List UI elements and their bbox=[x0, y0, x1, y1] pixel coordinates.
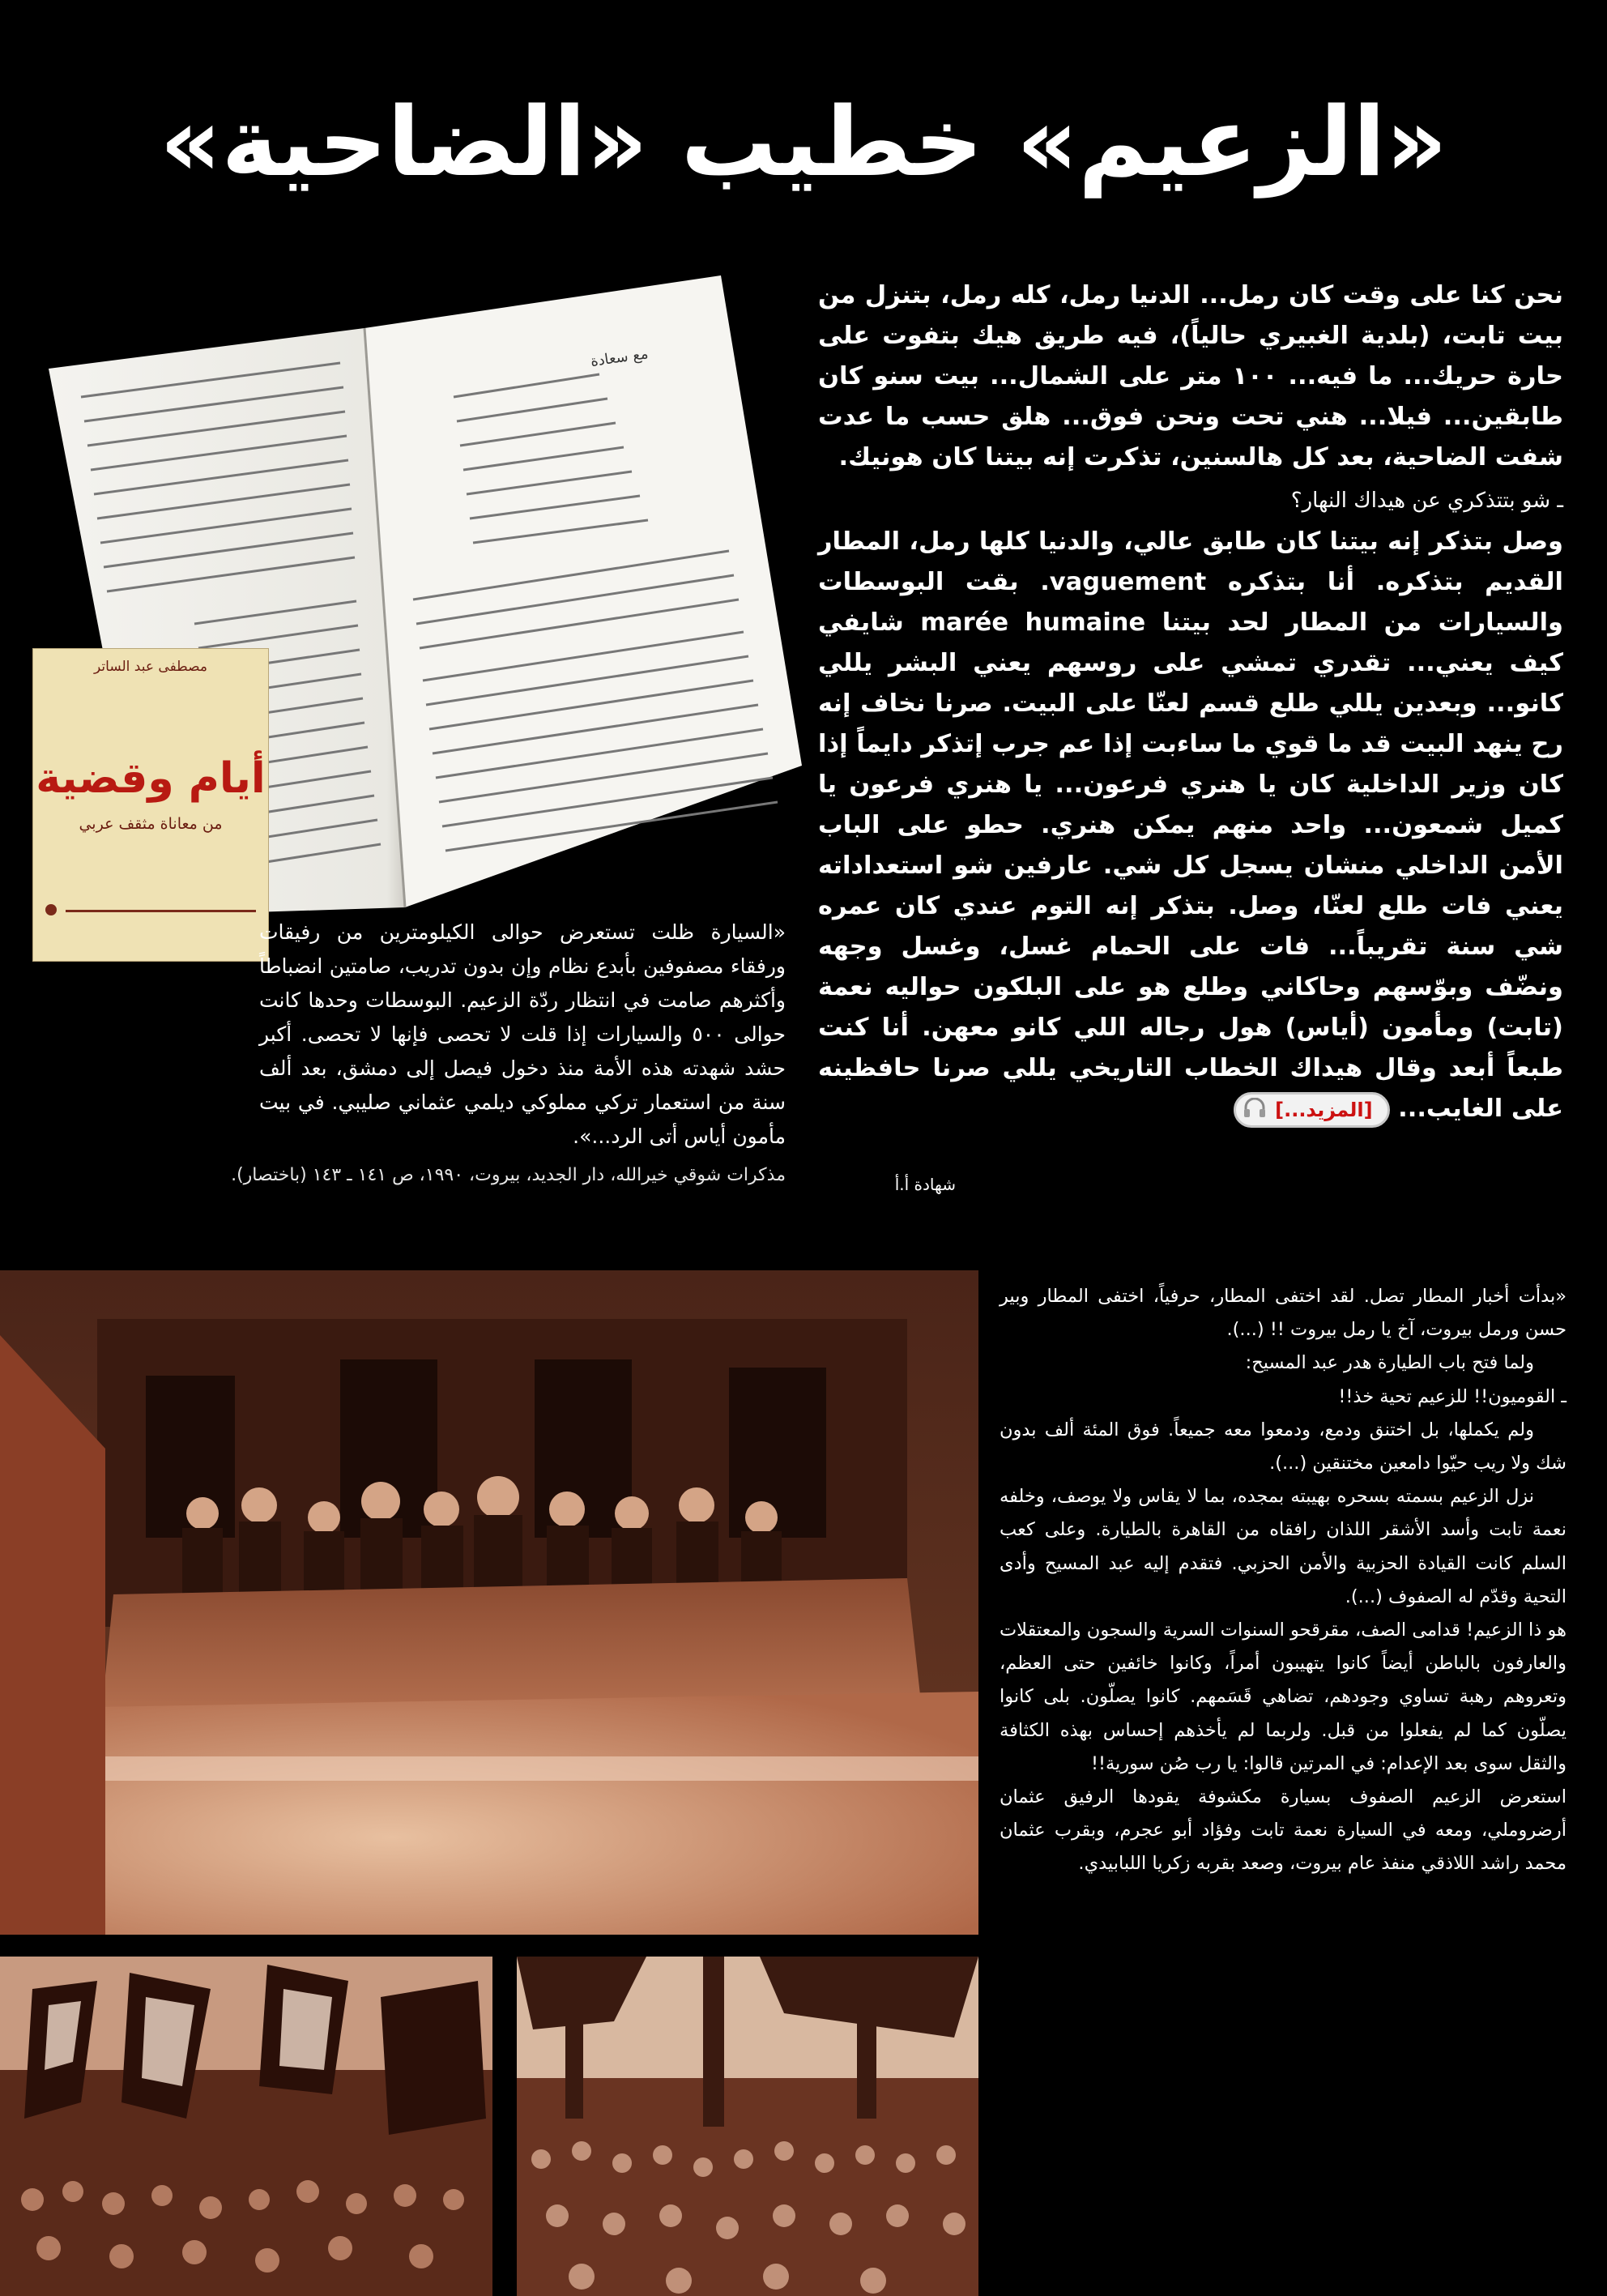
excerpt-paragraph: ـ القوميون!! للزعيم تحية خذ!! bbox=[1338, 1385, 1567, 1407]
headphones-icon bbox=[1243, 1098, 1267, 1119]
excerpt-paragraph: نزل الزعيم بسمته بسحره بهيبته بمجده، بما لا يقاس ولا يوصف، وخلفه نعمة تابت وأسد الأشقر اللذان رافقاه من القاهرة بالطيارة. وعلى كعب السلم كانت القيادة الحزبية والأمن الحزبي. فتقدم إليه عبد المسيح وأدى التحية وقدّم له الصفوف (...). bbox=[1000, 1486, 1567, 1607]
crowd-trees-photo bbox=[517, 1957, 978, 2296]
publisher-logo-icon bbox=[45, 904, 57, 915]
excerpt-paragraph: استعرض الزعيم الصفوف بسيارة مكشوفة يقودها الرفيق عثمان أرضروملي، ومعه في السيارة نعمة تابت وفؤاد أبو عجرم، وبقرب عثمان محمد راشد اللاذقي منفذ عام بيروت، وصعد بقربه زكريا اللبابيدي. bbox=[1000, 1786, 1567, 1875]
main-testimony bbox=[818, 275, 1563, 1129]
testimony-credit: شهادة أ.أ bbox=[894, 1175, 956, 1194]
excerpt-paragraph: «بدأت أخبار المطار تصل. لقد اختفى المطار، حرفياً، اختفى المطار وبير حسن ورمل بيروت، آخ يا رمل بيروت !! (...). bbox=[1000, 1286, 1567, 1341]
book-title: أيام وقضية bbox=[36, 754, 266, 803]
book-page-heading: مع سعادة bbox=[589, 345, 650, 370]
publisher-bar bbox=[66, 910, 256, 912]
balcony-photo bbox=[0, 1270, 978, 1935]
book-subtitle: من معاناة مثقف عربي bbox=[79, 815, 223, 833]
article-title: «الزعيم» خطيب «الضاحية» bbox=[160, 86, 1447, 198]
book-illustration bbox=[32, 275, 810, 964]
memoir-excerpt bbox=[1000, 1280, 1567, 1881]
more-button[interactable] bbox=[1234, 1092, 1389, 1128]
excerpt-paragraph: ولما فتح باب الطيارة هدر عبد المسيح: bbox=[1245, 1352, 1534, 1374]
more-button-label: [المزيد...] bbox=[1275, 1098, 1373, 1121]
excerpt-paragraph: ولم يكملها، بل اختنق ودمع، ودمعوا معه جميعاً. فوق المئة ألف بدون شك ولا ريب حيّوا دامعين مختنقين (...). bbox=[1000, 1419, 1567, 1474]
book-author: مصطفى عبد الساتر bbox=[94, 659, 207, 675]
excerpt-paragraph: هو ذا الزعيم! قدامى الصف، مقرقحو السنوات السرية والسجون والمعتقلات والعارفون بالباطن أيضاً كانوا يتهيبون أمراً، وكانوا خائفين حتى العظم، وتعروهم رهبة تساوي وجودهم، تضاهي قَسَمهم. كانوا يصلّون. بلى كانوا يصلّون كما لم يفعلوا من قبل. ولربما لم يأخذهم إحساس بهذه الكثافة والثقل سوى بعد الإعدام: في المرتين قالوا: يا رب صُن سورية!! bbox=[1000, 1620, 1567, 1774]
interview-question: ـ شو بتتذكري عن هيداك النهار؟ bbox=[1290, 489, 1563, 513]
crowd-flags-photo bbox=[0, 1957, 492, 2296]
memoir-quote: «السيارة ظلت تستعرض حوالى الكيلومترين من رفيقات ورفقاء مصفوفين بأبدع نظام وإن بدون تدريب، صامتين انضباطاً وأكثرهم صامت في انتظار ردّة الزعيم. البوسطات وحدها كانت حوالى ٥٠٠ والسيارات إذا قلت لا تحصى فإنها لا تحصى. أكبر حشد شهدته هذه الأمة منذ دخول فيصل إلى دمشق، بعد ألف سنة من استعمار تركي مملوكي ديلمي عثماني صليبي. في بيت مأمون أياس أتى الرد...». bbox=[259, 920, 786, 1148]
testimony-answer bbox=[818, 522, 1563, 1129]
testimony-answer-text: وصل بتذكر إنه بيتنا كان طابق عالي، والدنيا كلها رمل، المطار القديم بتذكره. أنا بتذكره vaguement. بقت البوسطات والسيارات من المطار لحد بيتنا marée humaine شايفي كيف يعني... تقدري تمشي على روسهم يعني البشر يللي كانو... وبعدين يللي طلع قسم لعنّا على البيت. صرنا نخاف إنه رح ينهد البيت قد ما قوي ما ساءبت إذا عم جرب إتذكر دايماً إذا كان وزير الداخلية كان يا هنري فرعون... يا هنري فرعون يا كميل شمعون... واحد منهم يمكن هنري. حطو على الباب الأمن الداخلي منشان يسجل كل شي. عارفين شو استعداداته يعني فات طلع لعنّا، وصل. بتذكر إنه التوم عندي كان عمره شي سنة تقريباً... فات على الحمام غسل، وغسل وجهه ونضّف وبوّسهم وحاكاني وطلع هو على البلكون حواليه نعمة (تابت) ومأمون (أياس) هول رجاله اللي كانو معهن. أنا كنت طبعاً أبعد وقال هيداك الخطاب التاريخي يللي صرنا حافظينه على الغايب... bbox=[818, 527, 1563, 1123]
source-note: مذكرات شوقي خيرالله، دار الجديد، بيروت، ١٩٩٠، ص ١٤١ ـ ١٤٣ (باختصار). bbox=[231, 1165, 786, 1185]
book-cover bbox=[32, 648, 269, 962]
testimony-paragraph: نحن كنا على وقت كان رمل... الدنيا رمل، كله رمل، بتنزل من بيت تابت، (بلدية الغبيري حالياً)، فيه طريق هيك بتفوت على حارة حريك... ما فيه... ١٠٠ متر على الشمال... بيت سنو كان طابقين... فيلا... هني تحت ونحن فوق... هلق حسب ما عدت شفت الضاحية، بعد كل هالسنين، تذكرت إنه بيتنا كان هونيك. bbox=[818, 281, 1563, 472]
